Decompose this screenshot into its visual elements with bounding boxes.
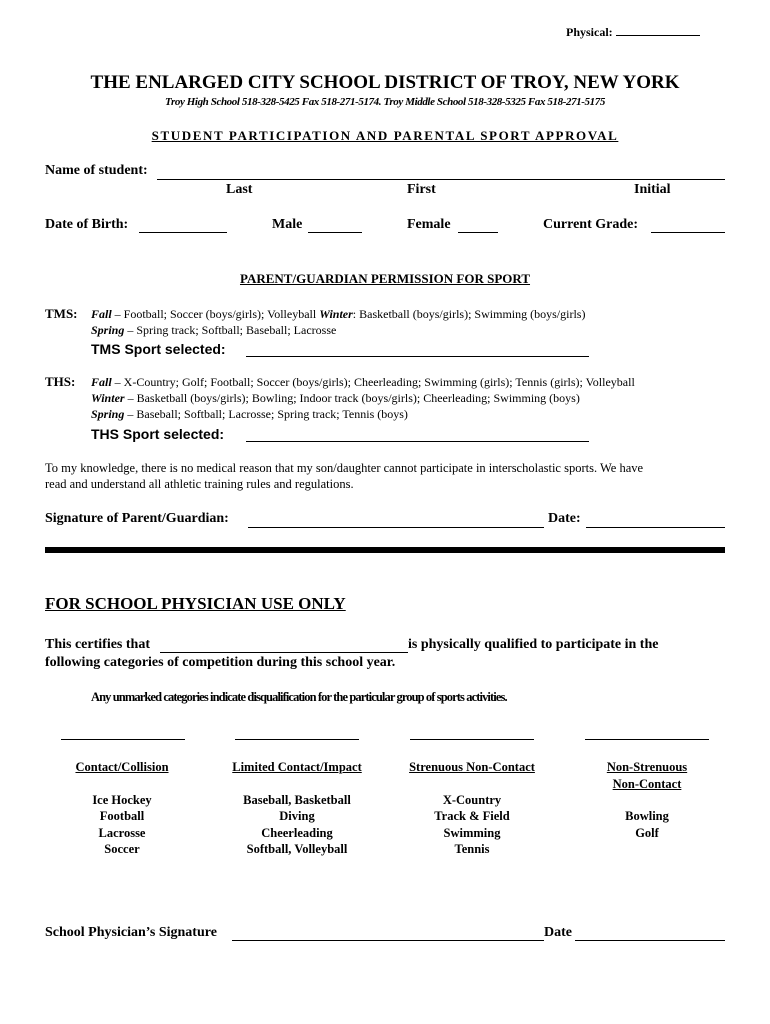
section-divider: [45, 547, 725, 553]
category-contact-collision: [52, 759, 192, 858]
parent-signature-label: Signature of Parent/Guardian:: [45, 511, 229, 526]
ths-fall-line: [91, 374, 635, 390]
initial-caption: Initial: [634, 182, 671, 197]
physical-field: [566, 23, 700, 40]
category-title: Contact/Collision: [75, 760, 169, 774]
category-sport: Bowling: [625, 809, 669, 823]
category-sport: Swimming: [443, 825, 501, 840]
physician-signature-label: School Physician’s Signature: [45, 925, 217, 940]
tms-winter-season: Winter: [319, 307, 353, 321]
tms-selected-field[interactable]: [246, 356, 589, 357]
category-sport: Softball, Volleyball: [246, 842, 348, 856]
tms-spring-line: [91, 322, 585, 338]
certify-prefix: This certifies that: [45, 637, 150, 652]
grade-label: Current Grade:: [543, 217, 638, 232]
male-field[interactable]: [308, 232, 362, 233]
category-spacer: [217, 776, 377, 792]
physician-heading: FOR SCHOOL PHYSICIAN USE ONLY: [45, 594, 346, 613]
category-sport: Cheerleading: [261, 825, 333, 840]
category-title: Limited Contact/Impact: [232, 760, 362, 774]
first-name-caption: First: [407, 182, 436, 197]
ths-spring-sports: – Baseball; Softball; Lacrosse; Spring track; Tennis (boys): [124, 407, 408, 421]
ths-selected-label: THS Sport selected:: [91, 426, 225, 442]
ths-fall-sports: – X-Country; Golf; Football; Soccer (boys/girls); Cheerleading; Swimming (girls); Tennis (girls); Volleyball: [111, 375, 635, 389]
category-title: Strenuous Non-Contact: [409, 760, 535, 774]
category-non-strenuous: [577, 759, 717, 841]
consent-statement: [45, 460, 643, 492]
category-sport: Ice Hockey: [92, 792, 152, 807]
ths-spring-line: [91, 406, 635, 422]
disqualification-note: Any unmarked categories indicate disqualification for the particular group of sports activities.: [91, 690, 507, 704]
female-field[interactable]: [458, 232, 498, 233]
category-sport: Diving: [279, 809, 315, 823]
category-sport: Golf: [635, 825, 659, 840]
permission-heading-text: PARENT/GUARDIAN PERMISSION FOR SPORT: [239, 271, 531, 286]
last-name-caption: Last: [226, 182, 253, 197]
parent-date-field[interactable]: [586, 527, 725, 528]
non-strenuous-check-line[interactable]: [585, 739, 709, 740]
ths-fall-season: Fall: [91, 375, 112, 389]
tms-selected-label: TMS Sport selected:: [91, 341, 226, 357]
certified-student-field[interactable]: [160, 652, 408, 653]
certify-line-2: following categories of competition during this school year.: [45, 655, 396, 670]
grade-field[interactable]: [651, 232, 725, 233]
tms-spring-season: Spring: [91, 323, 125, 337]
dob-field[interactable]: [139, 232, 227, 233]
tms-spring-sports: – Spring track; Softball; Baseball; Lacrosse: [124, 323, 337, 337]
parent-signature-field[interactable]: [248, 527, 544, 528]
form-title-text: STUDENT PARTICIPATION AND PARENTAL SPORT APPROVAL: [151, 128, 619, 143]
category-sport: Lacrosse: [98, 825, 146, 840]
student-name-label: Name of student:: [45, 163, 148, 178]
category-limited-contact: [217, 759, 377, 858]
category-spacer: [577, 792, 717, 808]
ths-selected-field[interactable]: [246, 441, 589, 442]
female-label: Female: [407, 217, 451, 232]
category-sport: Tennis: [454, 842, 490, 856]
tms-fall-winter-line: [91, 306, 585, 322]
ths-seasons: [91, 374, 635, 422]
physician-date-field[interactable]: [575, 940, 725, 941]
category-spacer: [52, 776, 192, 792]
category-sport: X-Country: [442, 792, 502, 807]
category-sport: Soccer: [104, 842, 140, 856]
category-sport: Track & Field: [434, 809, 510, 823]
physician-signature-field[interactable]: [232, 940, 544, 941]
ths-winter-sports: – Basketball (boys/girls); Bowling; Indoor track (boys/girls); Cheerleading; Swimming (boys): [124, 391, 580, 405]
consent-line-2: read and understand all athletic training rules and regulations.: [45, 477, 354, 491]
physician-date-label: Date: [544, 925, 572, 940]
district-title: THE ENLARGED CITY SCHOOL DISTRICT OF TROY, NEW YORK: [90, 72, 680, 93]
limited-contact-check-line[interactable]: [235, 739, 359, 740]
certify-suffix: is physically qualified to participate in the: [408, 637, 659, 652]
form-title: [0, 128, 770, 144]
category-sport: Baseball, Basketball: [243, 792, 351, 807]
parent-date-label: Date:: [548, 511, 581, 526]
permission-heading: [0, 271, 770, 287]
ths-winter-line: [91, 390, 635, 406]
category-title: Non-Strenuous: [606, 760, 688, 774]
category-sport: Football: [99, 809, 145, 823]
student-name-field[interactable]: [157, 179, 725, 180]
category-spacer: [392, 776, 552, 792]
category-title-line-2: Non-Contact: [612, 776, 682, 791]
ths-spring-season: Spring: [91, 407, 125, 421]
tms-winter-sports: : Basketball (boys/girls); Swimming (boys/girls): [352, 307, 586, 321]
strenuous-noncontact-check-line[interactable]: [410, 739, 534, 740]
tms-label: TMS:: [45, 306, 78, 321]
category-strenuous-noncontact: [392, 759, 552, 858]
tms-fall-sports: – Football; Soccer (boys/girls); Volleyball: [111, 307, 320, 321]
consent-line-1: To my knowledge, there is no medical reason that my son/daughter cannot participate in interscholastic sports. We have: [45, 461, 644, 475]
physical-blank[interactable]: [616, 23, 700, 36]
ths-label: THS:: [45, 374, 76, 389]
dob-label: Date of Birth:: [45, 217, 129, 232]
tms-fall-season: Fall: [91, 307, 112, 321]
school-contacts: Troy High School 518-328-5425 Fax 518-271-5174. Troy Middle School 518-328-5325 Fax 518-271-5175: [165, 96, 605, 108]
contact-collision-check-line[interactable]: [61, 739, 185, 740]
ths-winter-season: Winter: [91, 391, 125, 405]
male-label: Male: [272, 217, 303, 232]
physical-label: Physical:: [566, 25, 613, 39]
tms-seasons: [91, 306, 585, 338]
